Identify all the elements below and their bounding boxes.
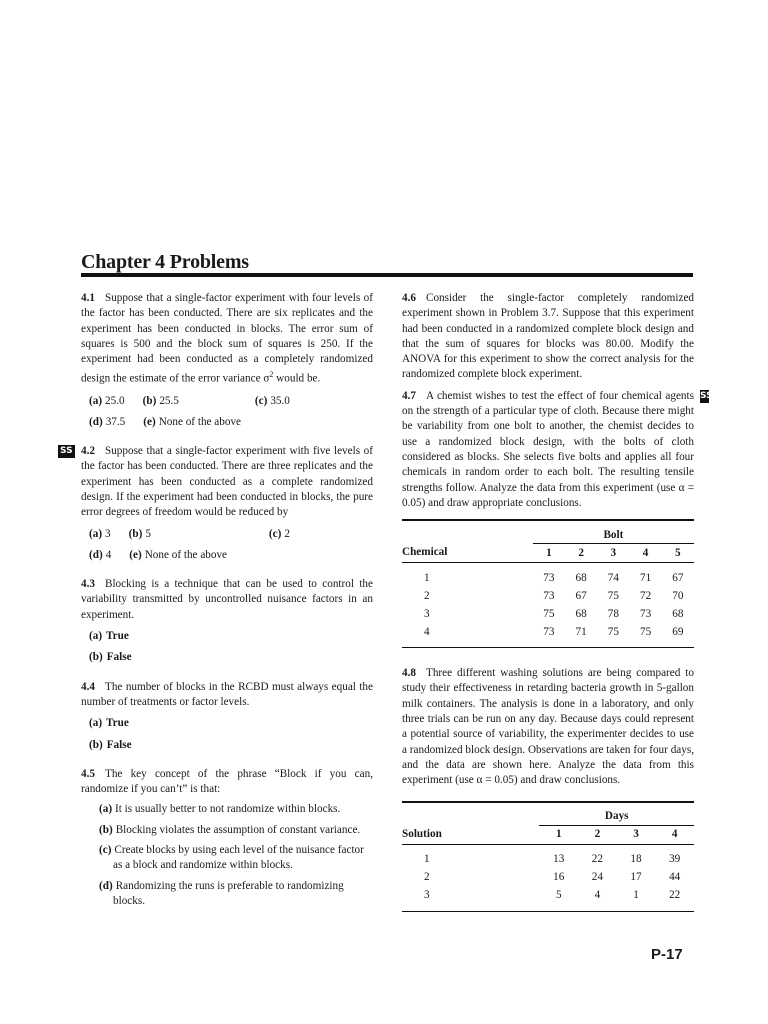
column-header: 4 bbox=[655, 825, 694, 844]
problem-number: 4.2 bbox=[81, 445, 95, 458]
column-header: 1 bbox=[533, 544, 565, 563]
ss-badge: SS bbox=[60, 446, 73, 457]
column-header: 3 bbox=[617, 825, 656, 844]
option-c: (c) 2 bbox=[268, 527, 290, 540]
option-b: (b) Blocking violates the assumption of constant variance. bbox=[99, 823, 361, 836]
column-group-header: Days bbox=[539, 809, 694, 826]
title-rule bbox=[81, 273, 693, 277]
table-row: 2 73 67 75 72 70 bbox=[424, 589, 684, 602]
option-b: (b) False bbox=[89, 738, 132, 751]
ss-badge: SS bbox=[700, 390, 713, 401]
problem-number: 4.7 bbox=[402, 389, 416, 402]
problem-4-5 bbox=[81, 767, 373, 798]
option-d: (d) Randomizing the runs is preferable to randomizing blocks. bbox=[99, 879, 344, 907]
problem-text-end: would be. bbox=[273, 373, 321, 386]
problem-4-7 bbox=[402, 389, 713, 511]
problem-text: The number of blocks in the RCBD must always equal the number of treatments or factor levels. bbox=[81, 680, 373, 708]
option-a: (a) It is usually better to not randomize within blocks. bbox=[99, 803, 341, 816]
row-header: Chemical bbox=[402, 544, 533, 563]
problem-4-2 bbox=[60, 444, 373, 520]
problem-text: The key concept of the phrase “Block if you can, randomize if you can’t” is that: bbox=[81, 767, 373, 796]
option-a: (a) True bbox=[89, 630, 129, 643]
table-row: 4 73 71 75 75 69 bbox=[424, 625, 684, 638]
option-a: (a) 25.0 bbox=[89, 394, 125, 407]
problem-text: Suppose that a single-factor experiment with four levels of the factor has been conducted. There are six replicates and the experiment has been conducted in blocks. The error sum of squares is 500 and the block sum of squares is 250. If the experiment had been conducted as a completely randomized design the estimate of the error variance σ bbox=[81, 292, 373, 386]
row-header: Solution bbox=[402, 825, 539, 844]
days-table bbox=[402, 801, 694, 912]
problem-text: Suppose that a single-factor experiment with five levels of the factor has been conducted. There are three replicates and the experiment has been conducted as a complete randomized design. If the experiment had been conducted in blocks, the pure error degrees of freedom would be reduced by bbox=[81, 445, 373, 519]
table-row: 2 16 24 17 44 bbox=[424, 870, 681, 883]
bolt-table bbox=[402, 519, 694, 648]
options-row bbox=[89, 548, 373, 563]
option-b: (b) 25.5 bbox=[142, 394, 179, 407]
problem-number: 4.1 bbox=[81, 292, 95, 304]
option-e: (e) None of the above bbox=[143, 415, 242, 428]
option-e: (e) None of the above bbox=[129, 548, 228, 561]
options-row bbox=[89, 527, 373, 542]
problem-4-4 bbox=[81, 680, 373, 711]
option-a: (a) True bbox=[89, 717, 129, 730]
option-b: (b) 5 bbox=[128, 527, 151, 540]
problem-text: A chemist wishes to test the effect of four chemical agents on the strength of a particular type of cloth. Because there might be variability from one bolt to another, the chemist decides to use a randomized block design, with the bolts of cloth considered as blocks. She selects five bolts and applies all four chemicals in random order to each bolt. The resulting tensile strengths follow. Analyze the data from this experiment (use α = 0.05) and draw appropriate conclusions. bbox=[402, 389, 694, 509]
problem-4-8 bbox=[402, 666, 694, 788]
problem-text: Three different washing solutions are being compared to study their effectiveness in retarding bacteria growth in 5-gallon milk containers. The analysis is done in a laboratory, and only three trials can be run on any day. Because days could represent a potential source of variability, the experimenter decides to use a randomized block design. Observations are taken for four days, and the data are shown here. Analyze the data from this experiment (use α = 0.05) and draw conclusions. bbox=[402, 667, 694, 787]
column-header: 5 bbox=[662, 544, 694, 563]
table-row: 3 5 4 1 22 bbox=[424, 888, 681, 901]
problem-number: 4.3 bbox=[81, 578, 95, 591]
problem-4-6 bbox=[402, 291, 694, 383]
option-d: (d) 4 bbox=[89, 548, 112, 561]
problem-number: 4.5 bbox=[81, 767, 95, 780]
problem-text: Consider the single-factor completely randomized experiment shown in Problem 3.7. Suppose that this experiment had been conducted in a randomized complete block design and that the sum of squares for blocks was 80.00. Modify the ANOVA for this experiment to show the correct analysis for the randomized complete block experiment. bbox=[402, 292, 694, 381]
option-a: (a) 3 bbox=[89, 527, 111, 540]
option-d: (d) 37.5 bbox=[89, 415, 126, 428]
column-header: 2 bbox=[565, 544, 597, 563]
column-header: 4 bbox=[629, 544, 661, 563]
column-header: 1 bbox=[539, 825, 578, 844]
option-c: (c) 35.0 bbox=[254, 394, 290, 407]
table-row: 3 75 68 78 73 68 bbox=[424, 607, 684, 620]
options-row bbox=[89, 415, 373, 430]
right-column bbox=[402, 291, 713, 912]
column-header: 2 bbox=[578, 825, 617, 844]
option-b: (b) False bbox=[89, 651, 132, 664]
problem-number: 4.8 bbox=[402, 667, 416, 680]
table-row: 1 13 22 18 39 bbox=[424, 852, 681, 865]
column-group-header: Bolt bbox=[533, 527, 694, 544]
problem-number: 4.6 bbox=[402, 292, 416, 304]
left-column bbox=[60, 291, 373, 909]
option-c: (c) Create blocks by using each level of the nuisance factor as a block and randomize within blocks. bbox=[99, 844, 364, 872]
problem-text: Blocking is a technique that can be used to control the variability transmitted by uncontrolled nuisance factors in an experiment. bbox=[81, 578, 373, 621]
page-number: P-17 bbox=[651, 946, 683, 963]
column-header: 3 bbox=[597, 544, 629, 563]
problem-4-3 bbox=[81, 577, 373, 623]
problem-number: 4.4 bbox=[81, 680, 95, 693]
chapter-title: Chapter 4 Problems bbox=[81, 251, 249, 273]
superscript: 2 bbox=[269, 370, 274, 380]
table-row: 1 73 68 74 71 67 bbox=[424, 571, 684, 584]
options-row bbox=[89, 394, 373, 409]
problem-4-1 bbox=[81, 291, 373, 388]
